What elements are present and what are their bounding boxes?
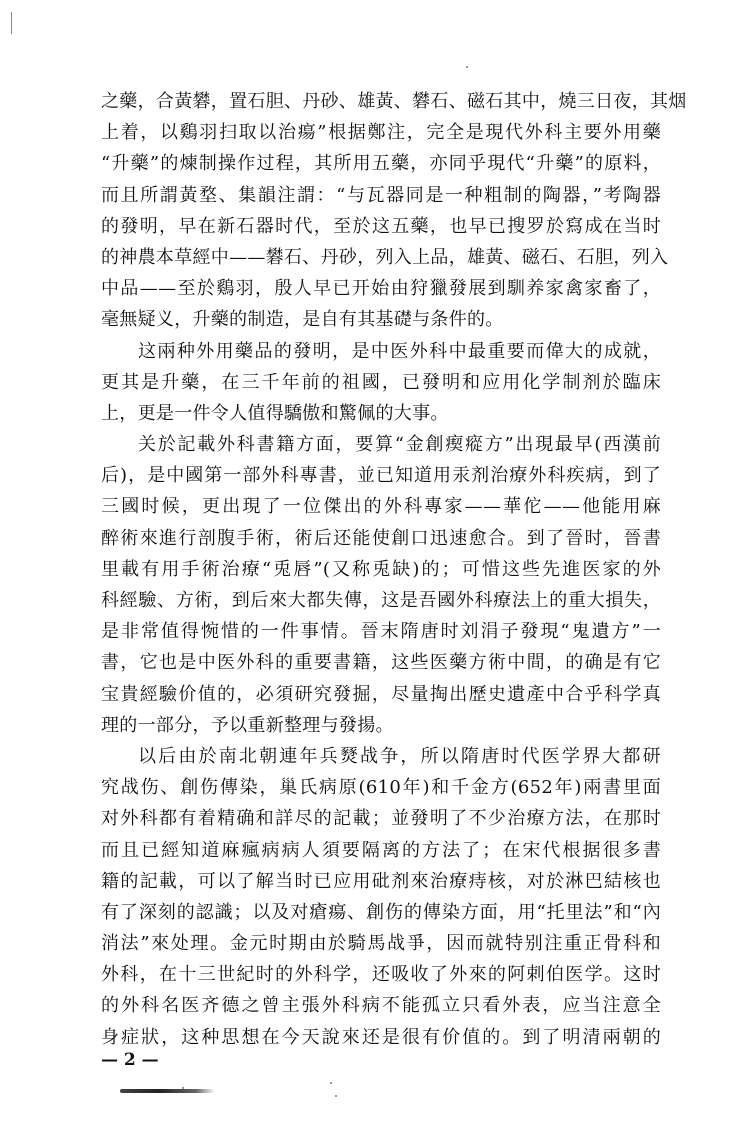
text-line: 对外科都有着精确和詳尽的記載；並發明了不少治療方法，在那时 [101, 808, 661, 830]
text-line: 的發明，早在新石器时代，至於这五藥，也早已搜罗於寫成在当时 [101, 215, 661, 237]
text-line: 而且已經知道麻瘋病病人須要隔离的方法了；在宋代根据很多書 [101, 839, 661, 861]
text-line: 更其是升藥，在三千年前的祖國，已發明和应用化学制剂於臨床 [101, 371, 661, 393]
text-line: 書，它也是中医外科的重要書籍，这些医藥方術中間，的确是有它 [101, 652, 661, 674]
text-line: 科經驗、方術，到后來大都失傳，这是吾國外科療法上的重大損失， [101, 590, 661, 611]
scan-speck [182, 1087, 184, 1089]
page-number: — 2 — [101, 1050, 159, 1070]
text-line: 之藥，合黃礬，置石胆、丹砂、雄黃、礬石、磁石其中，燒三日夜，其烟 [101, 91, 687, 112]
text-line: 关於記載外科書籍方面，要算“金創瘈瘲方”出現最早(西漢前 [138, 434, 661, 456]
text-line: 究战伤、創伤傳染，巢氏病原(610年)和千金方(652年)兩書里面 [101, 777, 661, 799]
text-line: 身症狀，这种思想在今天說來还是很有价值的。到了明清兩朝的 [101, 1026, 661, 1048]
text-line: 以后由於南北朝連年兵燹战争，所以隋唐时代医学界大都研 [138, 745, 661, 767]
scan-speck [466, 66, 468, 68]
scan-speck [330, 1082, 332, 1084]
text-line: 理的一部分，予以重新整理与發揚。 [101, 714, 394, 736]
text-line: 外科，在十三世紀时的外科学，还吸收了外來的阿剌伯医学。这时 [101, 964, 661, 986]
text-line: 三國时候，更出現了一位傑出的外科專家——華佗——他能用麻 [101, 496, 661, 518]
text-line: “升藥”的煉制操作过程，其所用五藥，亦同乎現代“升藥”的原料， [101, 153, 661, 175]
body-text [101, 86, 687, 1053]
text-line: 后)，是中國第一部外科專書，並已知道用汞剂治療外科疾病，到了 [101, 465, 661, 487]
text-line: 籍的記載，可以了解当时已应用砒剂來治療痔核，对於淋巴結核也 [101, 870, 661, 892]
text-line: 是非常值得惋惜的一件事情。晉末隋唐时刘涓子發現“鬼遺方”一 [101, 621, 661, 643]
text-line: 中品——至於鷄羽，殷人早已开始由狩獵發展到馴养家禽家畜了， [101, 278, 661, 300]
text-line: 里載有用手術治療“兎唇”(又称兎缺)的；可惜这些先進医家的外 [101, 558, 661, 580]
text-line: 毫無疑义，升藥的制造，是自有其基礎与条件的。 [101, 309, 504, 331]
text-line: 上，更是一件令人值得驕傲和驚佩的大事。 [101, 402, 449, 424]
text-line: 上着，以鷄羽扫取以治瘍”根据鄭注，完全是現代外科主要外用藥 [101, 122, 661, 144]
text-line: 宝貴經驗价值的，必須研究發掘，尽量掏出歷史遺產中合乎科学真 [101, 683, 661, 705]
text-line: 消法”來处理。金元时期由於騎馬战爭，因而就特别注重正骨科和 [101, 933, 661, 955]
text-line: 的神農本草經中——礬石、丹砂，列入上品，雄黃、磁石、石胆，列入 [101, 246, 669, 268]
scan-smudge [120, 1089, 215, 1093]
scan-speck [335, 1095, 337, 1097]
text-line: 醉術來進行剖腹手術，術后还能使創口迅速愈合。到了晉时，晉書 [101, 527, 661, 549]
text-line: 的外科名医齐德之曾主張外科病不能孤立只看外表，应当注意全 [101, 995, 661, 1017]
scan-mark [11, 12, 12, 34]
text-line: 这兩种外用藥品的發明，是中医外科中最重要而偉大的成就， [138, 340, 661, 362]
text-line: 有了深刻的認識；以及对瘡瘍、創伤的傳染方面，用“托里法”和“內 [101, 901, 661, 923]
text-line: 而且所謂黃堥、集韻注謂：“与瓦器同是一种粗制的陶器，”考陶器 [101, 184, 661, 206]
